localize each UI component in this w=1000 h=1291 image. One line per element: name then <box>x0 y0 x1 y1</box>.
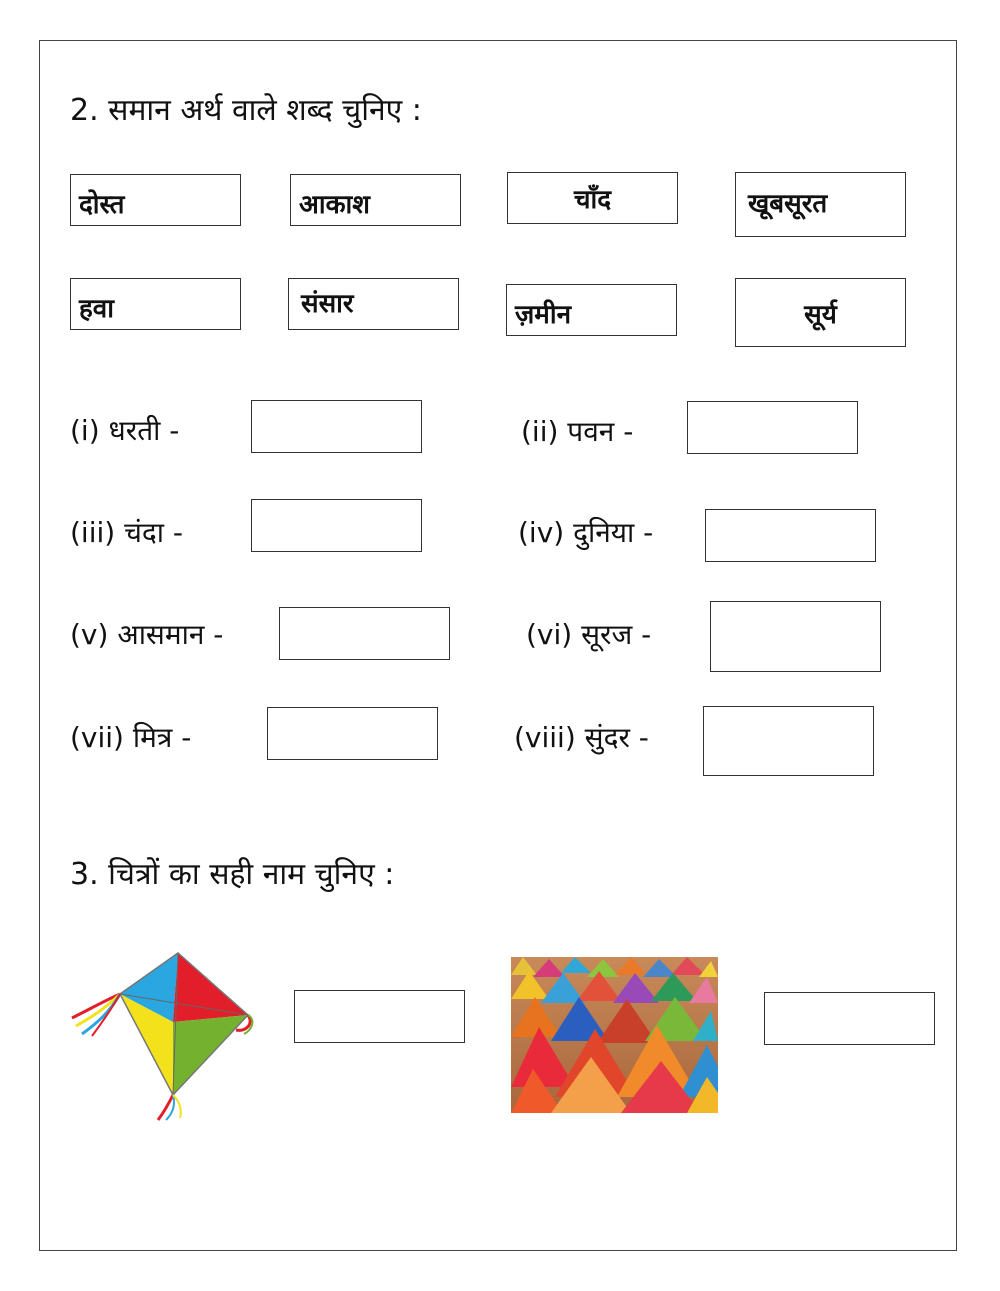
answer-box[interactable] <box>294 990 465 1043</box>
kite-image <box>68 950 258 1122</box>
question-label: (vi) सूरज - <box>526 618 652 651</box>
section-3-title: 3. चित्रों का सही नाम चुनिए : <box>70 857 395 892</box>
word-option[interactable]: चाँद <box>507 172 678 224</box>
answer-box[interactable] <box>279 607 450 660</box>
answer-box[interactable] <box>703 706 874 776</box>
section-2-title: 2. समान अर्थ वाले शब्द चुनिए : <box>70 93 422 128</box>
word-option[interactable]: खूबसूरत <box>735 172 906 237</box>
answer-box[interactable] <box>764 992 935 1045</box>
word-option[interactable]: संसार <box>288 278 459 330</box>
word-option[interactable]: हवा <box>70 278 241 330</box>
word-option[interactable]: आकाश <box>290 174 461 226</box>
answer-box[interactable] <box>710 601 881 672</box>
answer-box[interactable] <box>267 707 438 760</box>
word-option[interactable]: सूर्य <box>735 278 906 347</box>
question-label: (ii) पवन - <box>521 415 634 448</box>
question-label: (i) धरती - <box>70 414 180 447</box>
question-label: (vii) मित्र - <box>70 721 192 754</box>
word-option[interactable]: दोस्त <box>70 174 241 226</box>
question-label: (iv) दुनिया - <box>518 516 654 549</box>
colored-powder-image <box>511 957 718 1113</box>
answer-box[interactable] <box>251 499 422 552</box>
question-label: (iii) चंदा - <box>70 516 183 549</box>
answer-box[interactable] <box>251 400 422 453</box>
word-option[interactable]: ज़मीन <box>506 284 677 336</box>
question-label: (viii) सुंदर - <box>514 721 649 754</box>
question-label: (v) आसमान - <box>70 618 224 651</box>
answer-box[interactable] <box>705 509 876 562</box>
answer-box[interactable] <box>687 401 858 454</box>
